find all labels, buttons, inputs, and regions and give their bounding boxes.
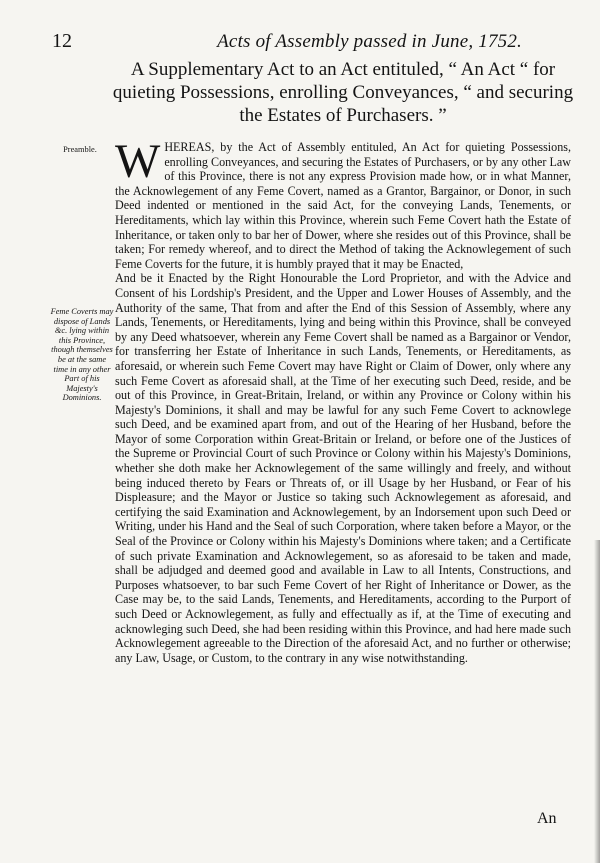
preamble-paragraph: HEREAS, by the Act of Assembly entituled, An Act for quieting Possessions, enrolling Conveyances, and securing the Estates of Purchasers, or by any other Law of this Province, there is not any express Provision made how, or in what Manner, the Acknowlegement of any Feme Covert, named as a Grantor, Bargainor, or Donor, in such Deed indented or mentioned in the said Act, for the conveying Lands, Tenements, or Hereditaments, which lay within this Province, wherein such Feme Covert hath the Estate of Inheritance, or taken only to bar her of Dower, where she resides out of this Province, shall be taken; For remedy whereof, and to direct the Method of taking the Acknowlegement of such Feme Coverts for the future, it is humbly prayed that it may be Enacted, — [115, 140, 571, 271]
act-body — [115, 135, 571, 665]
act-title: A Supplementary Act to an Act entituled, “ An Act “ for quieting Possessions, enrolling Conveyances, “ and securing the Estates of Purchasers. ” — [112, 59, 574, 126]
drop-cap: W — [115, 135, 161, 188]
enacting-paragraph: And be it Enacted by the Right Honourable the Lord Proprietor, and with the Advice and Consent of his Lordship's President, and the Upper and Lower Houses of Assembly, and the Authority of the same, That from and after the End of this Session of Assembly, where any Lands, Tenements, or Hereditaments, lying and being within this Province, shall be conveyed by any Deed whatsoever, wherein any Feme Covert shall be named as a Bargainor or Vendor, for transferring her Estate of Inheritance in such Lands, Tenements, or Hereditaments, as aforesaid, or wherein such Feme Covert may have Right or Claim of Dower, only where any such Feme Covert as aforesaid shall, at the Time of her executing such Deed, reside, and be out of this Province, in Great-Britain, Ireland, or within any Province or Colony within his Majesty's Dominions, it shall and may be lawful for any such Feme Covert to acknowlege such Deed, and be examined apart from, and out of the Hearing of her Husband, before the Mayor of some Corporation within Great-Britain or Ireland, or before one of the Justices of the Supreme or Provincial Court of such Province or Colony within his Majesty's Dominions, whether she doth make her Acknowlegement of the same willingly and freely, and without being induced thereto by Fears or Threats of, or ill Usage by her Husband, or Fear of his Displeasure; and the Mayor or Justice so taking such Acknowlegement as aforesaid, and certifying the said Examination and Acknowlegement, by an Indorsement upon such Deed or Writing, under his Hand and the Seal of such Corporation, where taken before a Mayor, or the Seal of the Province or Colony within his Majesty's Dominions where taken; and a Certificate of such private Examination and Acknowlegement, so as aforesaid to be taken and made, shall be adjudged and deemed good and available in Law to all Intents, Constructions, and Purposes whatsoever, to bar such Feme Covert of her Right of Inheritance or Dower, as the Case may be, to the said Lands, Tenements, and Hereditaments, according to the Purport of such Deed or Acknowlegement, as fully and effectually as if, at the Time of executing and acknowleging such Deed, she had been residing within this Province, and had here made such Acknowlegement agreeable to the Direction of the aforesaid Act, and no further or otherwise; any Law, Usage, or Custom, to the contrary in any wise notwithstanding. — [115, 271, 571, 665]
margin-note-feme-coverts: Feme Coverts may dispose of Lands &c. lying within this Province, though themselves be at the same time in any other Part of his Majesty's Dominions. — [50, 307, 114, 403]
running-title: Acts of Assembly passed in June, 1752. — [217, 31, 522, 52]
catchword: An — [537, 810, 557, 827]
page-header — [52, 30, 522, 53]
page-number: 12 — [52, 30, 72, 52]
margin-note-preamble: Preamble. — [63, 145, 97, 154]
page-edge-shadow — [594, 540, 600, 863]
